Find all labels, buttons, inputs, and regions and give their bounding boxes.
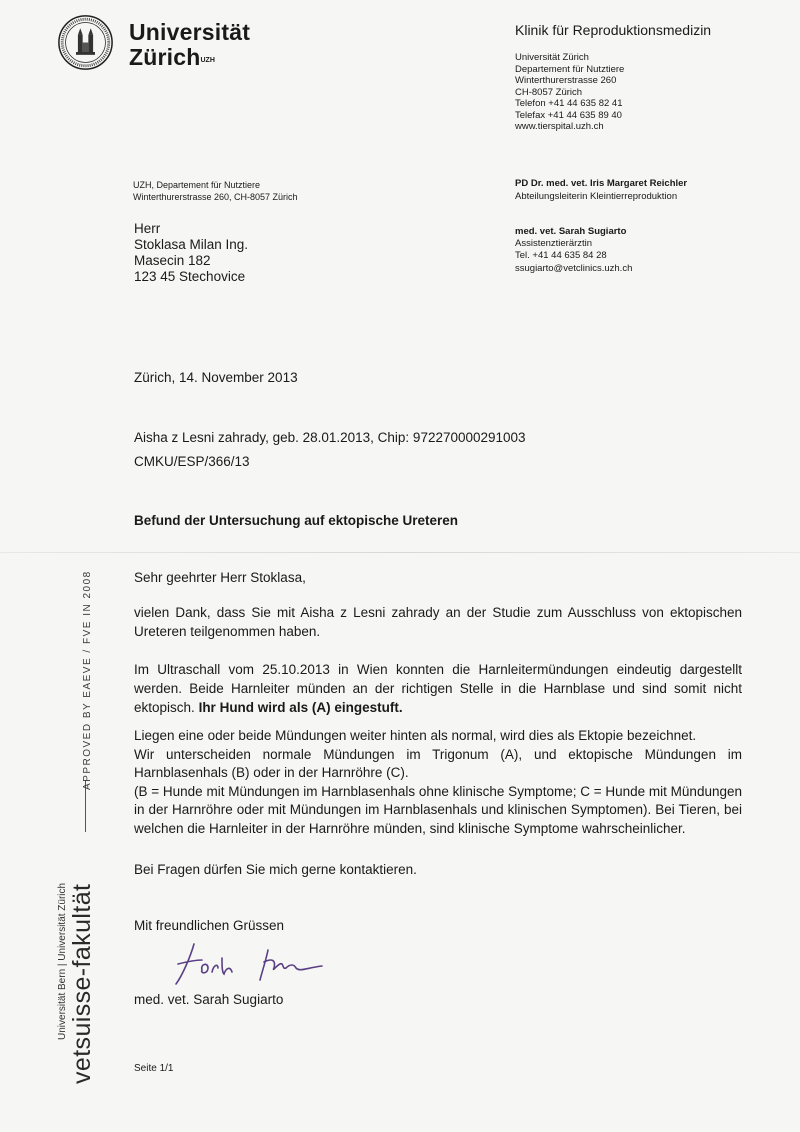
salutation: Sehr geehrter Herr Stoklasa, bbox=[134, 570, 306, 585]
assistant-name: med. vet. Sarah Sugiarto bbox=[515, 226, 627, 237]
faculty-universities: Universität Bern | Universität Zürich bbox=[57, 882, 68, 1040]
paper-fold-line bbox=[0, 552, 800, 553]
recipient-address bbox=[134, 221, 248, 285]
closing: Mit freundlichen Grüssen bbox=[134, 918, 285, 933]
paragraph-findings bbox=[134, 660, 742, 717]
university-name-line1: Universität bbox=[129, 19, 251, 45]
recipient-line: Stoklasa Milan Ing. bbox=[134, 237, 249, 252]
paragraph-explanation bbox=[134, 727, 742, 838]
address-line: Telefon +41 44 635 82 41 bbox=[515, 98, 623, 109]
handwritten-signature bbox=[172, 938, 332, 988]
assistant-contact bbox=[515, 226, 632, 275]
explanation-line: Wir unterscheiden normale Mündungen im Trigonum (A), und ektopische Mündungen im Harnblasenhals (B) oder in der Harnröhre (C). bbox=[134, 746, 742, 780]
assistant-phone: Tel. +41 44 635 84 28 bbox=[515, 250, 607, 262]
assistant-title: Assistenztierärztin bbox=[515, 238, 593, 250]
head-contact bbox=[515, 177, 687, 203]
faculty-name: vetsuisse-fakultät bbox=[68, 883, 96, 1084]
letter-subject: Befund der Untersuchung auf ektopische Ureteren bbox=[134, 513, 459, 528]
reference-animal: Aisha z Lesni zahrady, geb. 28.01.2013, Chip: 972270000291003 bbox=[134, 430, 526, 445]
recipient-line: Herr bbox=[134, 221, 161, 236]
head-title: Abteilungsleiterin Kleintierreproduktion bbox=[515, 191, 678, 202]
recipient-line: Masecin 182 bbox=[134, 253, 211, 268]
signer-name: med. vet. Sarah Sugiarto bbox=[134, 992, 284, 1007]
university-seal-logo bbox=[57, 14, 114, 71]
clinic-name: Klinik für Reproduktionsmedizin bbox=[515, 22, 712, 38]
address-line: Winterthurerstrasse 260 bbox=[515, 75, 617, 86]
sender-line: Winterthurerstrasse 260, CH-8057 Zürich bbox=[133, 192, 298, 202]
sender-line: UZH, Departement für Nutztiere bbox=[133, 180, 261, 190]
explanation-line: (B = Hunde mit Mündungen im Harnblasenhals ohne klinische Symptome; C = Hunde mit Mündungen in der Harnröhre oder mit Mündungen im Harnblasenhals und klinischen Symptomen). Bei Tieren, bei welchen die Harnleiter in der Harnröhre münden, sind klinische Symptome wahrscheinlicher. bbox=[134, 783, 742, 836]
clinic-address bbox=[515, 52, 624, 133]
address-line: www.tierspital.uzh.ch bbox=[515, 121, 604, 132]
recipient-line: 123 45 Stechovice bbox=[134, 269, 246, 284]
page-number: Seite 1/1 bbox=[134, 1063, 174, 1074]
address-line: CH-8057 Zürich bbox=[515, 86, 583, 98]
university-name-line2: Zürich$^{UZH}$ bbox=[129, 44, 215, 70]
address-line: Telefax +41 44 635 89 40 bbox=[515, 109, 622, 121]
head-name: PD Dr. med. vet. Iris Margaret Reichler bbox=[515, 178, 688, 189]
approval-note: APPROVED BY EAEVE / FVE IN 2008 bbox=[82, 570, 93, 790]
sender-return-address bbox=[133, 179, 298, 203]
address-line: Universität Zürich bbox=[515, 52, 589, 63]
findings-text: Im Ultraschall vom 25.10.2013 in Wien konnten die Harnleitermündungen eindeutig dargestellt werden. Beide Harnleiter münden an der richtigen Stelle in die Harnblase und sind somit nicht ektopisch. bbox=[134, 662, 742, 715]
address-line: Departement für Nutztiere bbox=[515, 63, 625, 75]
letter-date: Zürich, 14. November 2013 bbox=[134, 370, 298, 385]
explanation-line: Liegen eine oder beide Mündungen weiter hinten als normal, wird dies als Ektopie bezeichnet. bbox=[134, 728, 697, 743]
findings-result: Ihr Hund wird als (A) eingestuft. bbox=[198, 700, 403, 715]
assistant-email: ssugiarto@vetclinics.uzh.ch bbox=[515, 262, 633, 274]
paragraph-thanks: vielen Dank, dass Sie mit Aisha z Lesni zahrady an der Studie zum Ausschluss von ektopischen Ureteren teilgenommen haben. bbox=[134, 605, 742, 639]
university-name bbox=[129, 20, 250, 70]
paragraph-contact: Bei Fragen dürfen Sie mich gerne kontaktieren. bbox=[134, 862, 417, 877]
reference-registration: CMKU/ESP/366/13 bbox=[134, 454, 250, 469]
university-abbr: UZH bbox=[200, 57, 215, 64]
